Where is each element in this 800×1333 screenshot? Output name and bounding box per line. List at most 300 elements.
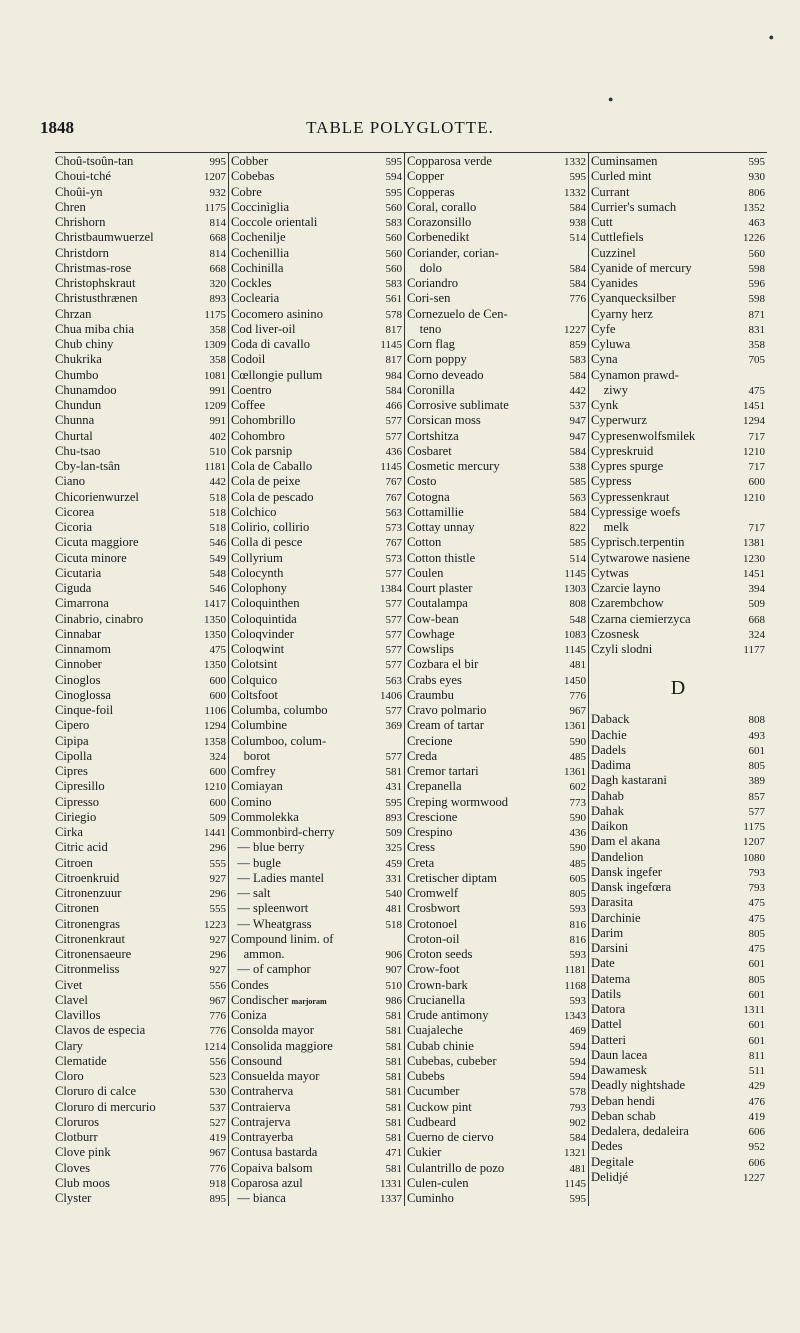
entry-term-text: Cypreskruid	[591, 443, 654, 458]
entry-term	[407, 627, 562, 642]
entry-term	[591, 1063, 747, 1078]
entry-term	[591, 956, 747, 971]
entry-term-text: Darsini	[591, 941, 629, 955]
entry-term-text: Delidjé	[591, 1169, 629, 1184]
entry-term-text: Cukier	[407, 1145, 442, 1160]
entry-term	[591, 200, 741, 215]
entry-term-text: Cowhage	[407, 626, 455, 641]
entry-page-number: 952	[748, 1141, 765, 1154]
entry-term-text: Chub chiny	[55, 337, 114, 351]
entry-term-text: Deban schab	[591, 1108, 656, 1123]
index-entry	[55, 688, 226, 703]
entry-term-text: Dahak	[591, 803, 624, 818]
entry-term	[231, 1084, 384, 1099]
entry-page-number: 947	[569, 415, 586, 428]
entry-term	[591, 230, 741, 245]
index-entry	[591, 865, 765, 880]
entry-page-number: 1343	[564, 1010, 586, 1022]
index-entry	[591, 819, 765, 834]
entry-term	[231, 291, 384, 306]
entry-term-text: Coltsfoot	[231, 687, 278, 702]
entry-term-text: Chua miba chia	[55, 321, 135, 336]
index-entry	[55, 246, 226, 261]
entry-term-text: Cinoglossa	[55, 687, 111, 702]
entry-term	[591, 322, 747, 337]
entry-term-text: Cyna	[591, 352, 618, 367]
entry-page-number: 805	[748, 760, 765, 772]
entry-term	[231, 993, 384, 1008]
entry-term-text: Clematide	[55, 1053, 107, 1068]
entry-page-number: 1350	[204, 659, 226, 672]
entry-term	[591, 276, 747, 291]
entry-page-number: 668	[748, 613, 765, 626]
entry-term-text: Coloquintida	[231, 611, 297, 626]
entry-page-number: 471	[385, 1147, 402, 1160]
entry-term	[591, 773, 747, 788]
entry-term	[231, 657, 384, 672]
index-entry	[591, 1094, 765, 1109]
entry-term-text: Cuckow pint	[407, 1099, 472, 1114]
entry-term	[231, 840, 384, 855]
entry-term-text: Cloves	[55, 1160, 90, 1175]
index-entry	[591, 474, 765, 489]
index-entry	[231, 947, 402, 962]
entry-term	[591, 1155, 747, 1170]
entry-page-number: 776	[209, 1162, 226, 1175]
entry-term-text: Coparosa azul	[231, 1175, 303, 1190]
index-entry	[55, 917, 226, 932]
entry-term-text: Clavel	[55, 992, 88, 1007]
entry-page-number: 530	[209, 1086, 226, 1099]
entry-page-number: 1294	[743, 415, 765, 428]
index-entry	[55, 581, 226, 596]
entry-page-number: 394	[748, 583, 765, 595]
entry-term	[591, 520, 747, 535]
entry-term	[55, 1100, 208, 1115]
entry-page-number: 606	[748, 1156, 765, 1169]
entry-term-text: Crosbwort	[407, 901, 461, 916]
entry-term-text: Coclearia	[231, 291, 280, 306]
index-entry	[407, 962, 586, 977]
entry-term	[407, 657, 568, 672]
entry-term	[591, 551, 741, 566]
index-entry	[55, 962, 226, 977]
index-entry	[55, 856, 226, 871]
entry-term-text: Citroenkruid	[55, 870, 120, 885]
entry-page-number: 717	[748, 522, 765, 534]
entry-term	[407, 1161, 568, 1176]
entry-term	[591, 1124, 747, 1139]
index-entry	[55, 459, 226, 474]
entry-page-number: 442	[569, 384, 586, 397]
entry-term	[55, 307, 202, 322]
entry-term	[407, 871, 568, 886]
index-entry	[55, 993, 226, 1008]
index-entry	[55, 718, 226, 733]
entry-page-number: 485	[569, 750, 586, 763]
entry-page-number: 537	[569, 400, 586, 412]
entry-term	[55, 200, 202, 215]
entry-page-number: 475	[748, 943, 765, 955]
entry-term	[407, 840, 568, 855]
entry-term	[231, 1145, 384, 1160]
entry-term	[407, 215, 568, 230]
index-entry	[231, 993, 402, 1008]
index-entry	[55, 261, 226, 276]
entry-term	[231, 718, 384, 733]
entry-page-number: 793	[748, 882, 765, 894]
entry-term	[407, 718, 562, 733]
index-entry	[231, 474, 402, 489]
entry-page-number: 717	[748, 461, 765, 473]
entry-term	[55, 1191, 208, 1206]
entry-page-number: 927	[209, 872, 226, 885]
entry-term	[591, 880, 747, 895]
index-entry	[231, 1176, 402, 1191]
entry-page-number: 595	[569, 1193, 586, 1205]
entry-page-number: 932	[209, 186, 226, 199]
entry-term-text: Choû-tsoûn-tan	[55, 154, 134, 168]
entry-term	[591, 413, 741, 428]
entry-term-text: Clotburr	[55, 1130, 98, 1144]
index-entry	[407, 749, 586, 764]
entry-term-text: Christusthrænen	[55, 291, 138, 306]
entry-term-text: Copaiva balsom	[231, 1160, 313, 1175]
entry-page-number: 822	[569, 522, 586, 534]
entry-term	[231, 307, 384, 322]
entry-page-number: 1081	[204, 369, 226, 382]
entry-term-text: Copperas	[407, 184, 455, 199]
entry-page-number: 583	[385, 278, 402, 290]
entry-term	[407, 1130, 568, 1145]
index-entry	[407, 1084, 586, 1099]
entry-page-number: 1417	[204, 598, 226, 611]
entry-page-number: 556	[209, 1055, 226, 1068]
index-entry	[55, 779, 226, 794]
entry-term	[591, 728, 747, 743]
index-entry	[231, 398, 402, 413]
entry-term-text: Clove pink	[55, 1145, 111, 1160]
entry-term	[231, 474, 384, 489]
entry-term-text: Datteri	[591, 1032, 626, 1047]
entry-term	[231, 734, 400, 749]
entry-page-number: 811	[748, 1049, 765, 1062]
entry-term	[55, 291, 208, 306]
entry-page-number: 573	[385, 552, 402, 565]
index-entry	[407, 947, 586, 962]
index-entry	[407, 978, 586, 993]
index-entry	[591, 291, 765, 306]
index-entry	[591, 987, 765, 1002]
entry-page-number: 581	[385, 1055, 402, 1068]
index-entry	[591, 215, 765, 230]
index-column-4	[588, 153, 767, 1206]
entry-term-text: Cyarny herz	[591, 306, 653, 321]
entry-term	[407, 246, 584, 261]
index-entry	[55, 612, 226, 627]
index-entry	[407, 779, 586, 794]
entry-page-number: 590	[569, 811, 586, 824]
entry-page-number: 523	[209, 1071, 226, 1083]
index-entry	[407, 459, 586, 474]
entry-term-text: Cod liver-oil	[231, 321, 296, 336]
entry-term	[231, 962, 384, 977]
entry-page-number: 518	[209, 506, 226, 519]
entry-page-number: 560	[385, 262, 402, 275]
entry-term	[591, 743, 747, 758]
index-entry	[591, 850, 765, 865]
entry-term-text: Consound	[231, 1053, 283, 1068]
entry-term	[591, 429, 747, 444]
index-entry	[55, 871, 226, 886]
entry-term-text: Cypressige woefs	[591, 504, 681, 519]
entry-term	[55, 1161, 208, 1176]
entry-term	[55, 886, 208, 901]
entry-term-text: Cuminho	[407, 1191, 454, 1205]
entry-term	[407, 749, 568, 764]
entry-page-number: 595	[748, 156, 765, 168]
index-entry	[55, 1008, 226, 1023]
entry-term-text: Cimarrona	[55, 596, 109, 611]
entry-term	[55, 383, 208, 398]
entry-page-number: 600	[209, 674, 226, 687]
entry-page-number: 581	[385, 1010, 402, 1022]
index-entry	[231, 200, 402, 215]
entry-term	[591, 154, 747, 169]
entry-term-text: Comino	[231, 794, 272, 809]
entry-term-text: Date	[591, 956, 615, 971]
entry-term-text: Cochinilla	[231, 260, 284, 275]
entry-page-number: 560	[385, 232, 402, 245]
index-entry	[591, 246, 765, 261]
entry-page-number: 814	[209, 247, 226, 260]
index-entry	[591, 490, 765, 505]
entry-page-number: 1210	[204, 781, 226, 794]
entry-term	[231, 795, 384, 810]
entry-term	[407, 185, 562, 200]
entry-term	[231, 1069, 384, 1084]
entry-page-number: 436	[385, 445, 402, 458]
entry-page-number: 577	[748, 805, 765, 818]
entry-page-number: 518	[209, 522, 226, 534]
entry-page-number: 600	[748, 476, 765, 489]
entry-term	[591, 307, 747, 322]
entry-page-number: 518	[385, 918, 402, 931]
entry-term	[55, 566, 208, 581]
entry-page-number: 859	[569, 339, 586, 351]
index-entry	[231, 246, 402, 261]
entry-page-number: 776	[569, 293, 586, 306]
entry-page-number: 767	[385, 491, 402, 504]
entry-page-number: 967	[209, 1147, 226, 1160]
index-entry	[591, 154, 765, 169]
entry-term	[591, 642, 741, 657]
entry-term-text: Curled mint	[591, 169, 652, 184]
entry-term-text: Daikon	[591, 819, 629, 833]
entry-term-text: Dachie	[591, 727, 627, 742]
entry-term	[407, 200, 568, 215]
entry-term-text: Deban hendi	[591, 1093, 655, 1108]
index-entry	[591, 169, 765, 184]
index-entry	[407, 657, 586, 672]
entry-page-number: 577	[385, 415, 402, 428]
entry-term	[407, 505, 568, 520]
entry-term-text: Churtal	[55, 428, 93, 443]
entry-page-number: 577	[385, 644, 402, 656]
entry-page-number: 325	[385, 842, 402, 855]
entry-page-number: 475	[748, 384, 765, 397]
entry-term	[231, 947, 384, 962]
entry-page-number: 583	[385, 217, 402, 229]
entry-term	[407, 307, 584, 322]
entry-term	[407, 1191, 568, 1206]
entry-term-text: Columbine	[231, 718, 287, 733]
entry-page-number: 476	[748, 1095, 765, 1108]
entry-term-text: Cozbara el bir	[407, 657, 479, 672]
entry-term	[407, 337, 568, 352]
entry-term	[55, 901, 208, 916]
entry-term-text: Colirio, collirio	[231, 520, 310, 534]
index-entry	[231, 1161, 402, 1176]
entry-page-number: 776	[209, 1025, 226, 1038]
entry-term	[591, 566, 741, 581]
entry-term-text: Cyluwa	[591, 337, 631, 351]
entry-term	[231, 261, 384, 276]
entry-term-text: Citronensaeure	[55, 947, 132, 961]
index-entry	[407, 596, 586, 611]
entry-term	[55, 978, 208, 993]
entry-term-text: Contraherva	[231, 1084, 294, 1099]
entry-page-number: 475	[748, 912, 765, 925]
index-entry	[231, 322, 402, 337]
entry-page-number: 463	[748, 217, 765, 229]
index-entry	[591, 728, 765, 743]
entry-page-number: 436	[569, 827, 586, 839]
index-entry	[407, 520, 586, 535]
entry-term-text: Cubebas, cubeber	[407, 1053, 497, 1068]
index-entry	[407, 551, 586, 566]
entry-term	[407, 886, 568, 901]
entry-page-number: 1332	[564, 156, 586, 168]
index-entry	[591, 895, 765, 910]
index-entry	[591, 413, 765, 428]
entry-term-text: Dadels	[591, 742, 626, 757]
index-entry	[407, 734, 586, 749]
entry-term	[231, 871, 384, 886]
index-entry	[591, 352, 765, 367]
entry-page-number: 601	[748, 988, 765, 1001]
index-entry	[407, 1069, 586, 1084]
entry-term-text: Cypresenwolfsmilek	[591, 428, 696, 443]
entry-term	[591, 398, 741, 413]
entry-term-text: Coccole orientali	[231, 215, 318, 229]
entry-term	[407, 581, 562, 596]
index-entry	[55, 673, 226, 688]
index-entry	[591, 1155, 765, 1170]
entry-term-text: Cottamillie	[407, 504, 464, 519]
entry-term-text: Coriander, corian-	[407, 245, 499, 260]
index-entry	[55, 810, 226, 825]
entry-page-number: 563	[385, 506, 402, 519]
entry-page-number: 509	[385, 827, 402, 839]
entry-term	[407, 596, 568, 611]
entry-term	[407, 474, 568, 489]
index-entry	[231, 154, 402, 169]
entry-term	[55, 1023, 208, 1038]
entry-page-number: 331	[385, 872, 402, 885]
index-entry	[407, 261, 586, 276]
entry-term	[55, 185, 208, 200]
entry-term	[55, 825, 202, 840]
index-entry	[55, 154, 226, 169]
index-entry	[231, 307, 402, 322]
entry-term	[55, 368, 202, 383]
entry-term	[231, 185, 384, 200]
entry-page-number: 296	[209, 888, 226, 900]
index-entry	[591, 941, 765, 956]
entry-term-text: Dansk ingefer	[591, 864, 662, 879]
index-entry	[407, 1191, 586, 1206]
entry-term-text: Cola de pescado	[231, 489, 314, 504]
entry-term	[407, 429, 568, 444]
entry-page-number: 431	[385, 781, 402, 794]
entry-page-number: 907	[385, 964, 402, 977]
index-entry	[231, 871, 402, 886]
entry-term-text: Darasita	[591, 895, 633, 910]
entry-term	[591, 1170, 741, 1185]
entry-term	[55, 840, 208, 855]
index-entry	[407, 612, 586, 627]
index-entry	[55, 322, 226, 337]
entry-page-number: 902	[569, 1116, 586, 1129]
entry-page-number: 1145	[564, 1177, 586, 1190]
entry-term	[55, 749, 208, 764]
index-entry	[407, 688, 586, 703]
entry-page-number: 442	[209, 476, 226, 489]
entry-term-text: Christbaumwuerzel	[55, 230, 154, 245]
entry-page-number: 1226	[743, 232, 765, 245]
entry-term	[407, 642, 562, 657]
entry-term	[591, 581, 747, 596]
entry-term-text: Cubab chinie	[407, 1038, 474, 1053]
entry-term-text: Columboo, colum-	[231, 733, 327, 748]
entry-page-number: 510	[385, 979, 402, 992]
entry-term	[231, 1023, 384, 1038]
entry-term-text: Cyprisch.terpentin	[591, 535, 685, 550]
entry-term-text: Cœllongie pullum	[231, 367, 323, 382]
entry-term	[231, 352, 384, 367]
entry-term-text: Darchinie	[591, 910, 641, 925]
entry-page-number: 938	[569, 217, 586, 229]
entry-term	[407, 520, 568, 535]
entry-term-text: Chunamdoo	[55, 382, 117, 397]
index-entry	[55, 1130, 226, 1145]
entry-term	[407, 169, 568, 184]
entry-page-number: 1227	[564, 323, 586, 336]
entry-page-number: 601	[748, 958, 765, 971]
entry-page-number: 590	[569, 735, 586, 748]
index-entry	[407, 856, 586, 871]
index-entry	[55, 627, 226, 642]
index-entry	[55, 169, 226, 184]
entry-page-number: 893	[385, 811, 402, 824]
entry-page-number: 595	[385, 156, 402, 168]
index-entry	[231, 444, 402, 459]
entry-page-number: 1337	[380, 1193, 402, 1205]
entry-term	[407, 810, 568, 825]
index-entry	[55, 383, 226, 398]
index-table	[55, 152, 767, 1206]
